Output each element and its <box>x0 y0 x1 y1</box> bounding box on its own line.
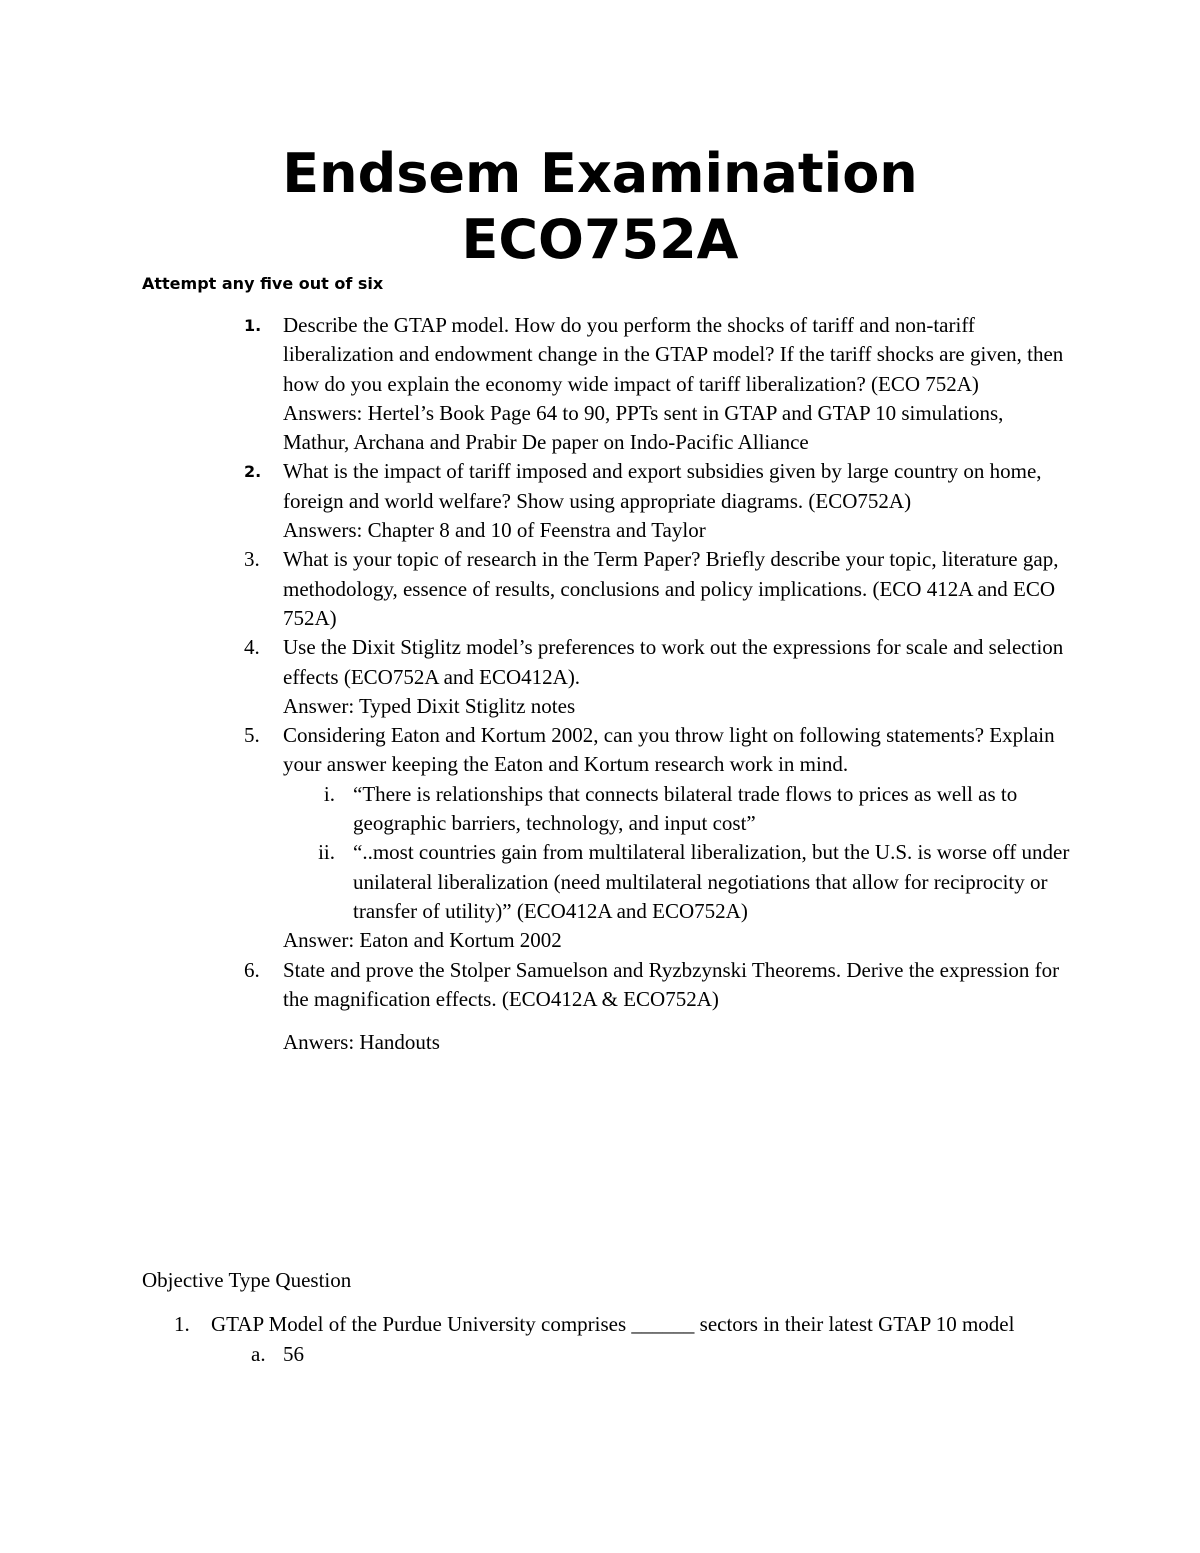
course-code: ECO752A <box>461 208 739 271</box>
option-text: 56 <box>283 1342 304 1366</box>
document-title: Endsem Examination <box>282 142 918 205</box>
question-item <box>0 633 1200 721</box>
question-answer: Answers: Chapter 8 and 10 of Feenstra and Taylor <box>283 518 706 543</box>
sub-item-text: “..most countries gain from multilateral liberalization, but the U.S. is worse off under unilateral liberalization (need multilateral negotiations that allow for reciprocity or transfer of utility)” (ECO412A and ECO752A) <box>353 840 1070 923</box>
answer-option <box>251 1339 1061 1369</box>
question-text: Use the Dixit Stiglitz model’s preferences to work out the expressions for scale and selection effects (ECO752A and ECO412A). <box>283 635 1064 689</box>
question-answer: Answer: Typed Dixit Stiglitz notes <box>283 693 576 718</box>
question-item <box>0 721 1200 955</box>
objective-question-list <box>0 1309 1200 1369</box>
question-number: 3. <box>244 547 260 572</box>
option-letter: a. <box>251 1342 266 1366</box>
question-text: State and prove the Stolper Samuelson and Ryzbzynski Theorems. Derive the expression for the magnification effects. (ECO412A & ECO752A) <box>283 957 1060 1011</box>
question-answer: Answers: Hertel’s Book Page 64 to 90, PPTs sent in GTAP and GTAP 10 simulations, Mathur, Archana and Prabir De paper on Indo-Pacific Alliance <box>283 400 1004 455</box>
question-item <box>0 956 1200 1058</box>
question-number: 2. <box>244 462 262 482</box>
instruction-text: Attempt any five out of six <box>142 274 384 293</box>
question-number: 1. <box>244 316 262 335</box>
question-text: Considering Eaton and Kortum 2002, can you throw light on following statements? Explain your answer keeping the Eaton and Kortum research work in mind. <box>283 723 1055 777</box>
sub-item-number: ii. <box>318 840 335 865</box>
sub-item-number: i. <box>323 781 335 806</box>
question-item <box>0 457 1200 545</box>
objective-question-item <box>0 1309 1200 1369</box>
sub-item-text: “There is relationships that connects bilateral trade flows to prices as well as to geographic barriers, technology, and input cost” <box>353 781 1018 836</box>
sub-item <box>323 780 1073 839</box>
question-answer: Anwers: Handouts <box>283 1030 440 1055</box>
sub-item <box>318 838 1073 926</box>
question-text: What is your topic of research in the Term Paper? Briefly describe your topic, literature gap, methodology, essence of results, conclusions and policy implications. (ECO 412A and ECO 752A) <box>283 547 1059 630</box>
question-item <box>0 545 1200 633</box>
objective-heading: Objective Type Question <box>142 1268 352 1292</box>
question-number: 5. <box>244 723 260 748</box>
question-answer: Answer: Eaton and Kortum 2002 <box>283 928 562 953</box>
question-number: 1. <box>174 1312 190 1336</box>
question-number: 4. <box>244 635 260 660</box>
question-item <box>0 311 1200 457</box>
question-text: Describe the GTAP model. How do you perform the shocks of tariff and non-tariff liberalization and endowment change in the GTAP model? If the tariff shocks are given, then how do you explain the economy wide impact of tariff liberalization? (ECO 752A) <box>283 313 1064 396</box>
subjective-question-list <box>0 311 1200 1057</box>
question-text: What is the impact of tariff imposed and export subsidies given by large country on home, foreign and world welfare? Show using appropriate diagrams. (ECO752A) <box>283 459 1042 513</box>
question-text: GTAP Model of the Purdue University comprises ______ sectors in their latest GTAP 10 model <box>211 1312 1015 1336</box>
question-number: 6. <box>244 957 260 982</box>
